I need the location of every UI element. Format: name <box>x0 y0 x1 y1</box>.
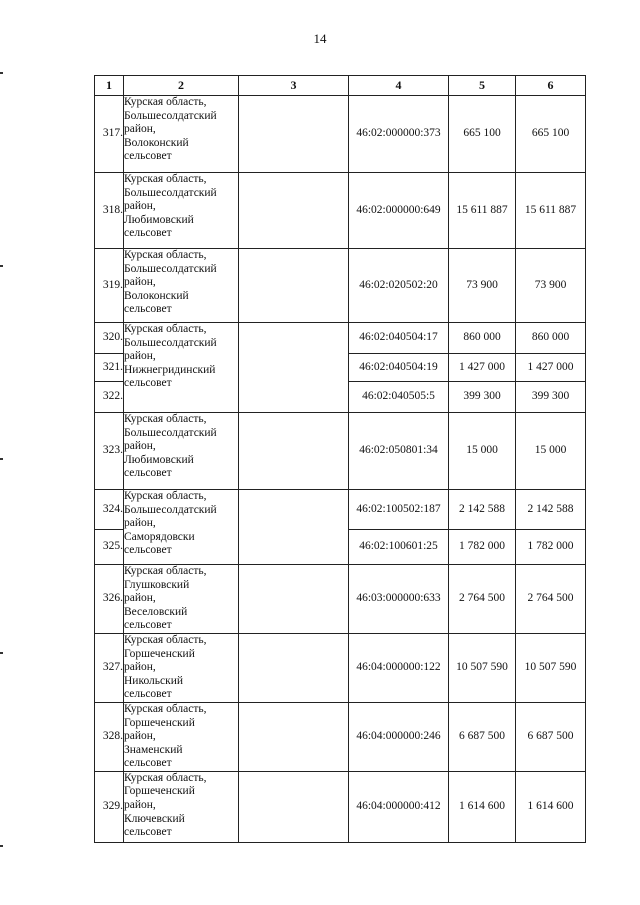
location-cell: Курская область, Горшеченский район, Ключевский сельсовет <box>124 771 239 842</box>
cadastral-number: 46:04:000000:246 <box>349 703 449 772</box>
header-row <box>95 76 586 96</box>
cadastral-number: 46:04:000000:412 <box>349 771 449 842</box>
cadastral-number: 46:02:040504:19 <box>349 354 449 382</box>
empty-cell <box>239 565 349 634</box>
cadastral-number: 46:02:100601:25 <box>349 530 449 565</box>
value-column-6: 6 687 500 <box>516 703 586 772</box>
empty-cell <box>239 249 349 323</box>
row-number: 324. <box>95 490 124 530</box>
value-column-5: 2 142 588 <box>449 490 516 530</box>
location-cell: Курская область, Большесолдатский район, Нижнегридинский сельсовет <box>124 323 239 413</box>
registry-table <box>94 75 586 843</box>
value-column-6: 10 507 590 <box>516 634 586 703</box>
scan-mark <box>0 845 3 847</box>
table-row <box>95 173 586 249</box>
row-number: 329. <box>95 771 124 842</box>
value-column-5: 6 687 500 <box>449 703 516 772</box>
value-column-6: 2 764 500 <box>516 565 586 634</box>
location-cell: Курская область, Глушковский район, Веселовский сельсовет <box>124 565 239 634</box>
row-number: 326. <box>95 565 124 634</box>
empty-cell <box>239 323 349 413</box>
page-number: 14 <box>313 31 327 46</box>
cadastral-number: 46:02:000000:649 <box>349 173 449 249</box>
table-row <box>95 771 586 842</box>
empty-cell <box>239 96 349 173</box>
table-row <box>95 490 586 530</box>
empty-cell <box>239 634 349 703</box>
value-column-6: 15 611 887 <box>516 173 586 249</box>
cadastral-number: 46:02:040505:5 <box>349 382 449 413</box>
value-column-6: 1 427 000 <box>516 354 586 382</box>
row-number: 327. <box>95 634 124 703</box>
location-cell: Курская область, Большесолдатский район, Волоконский сельсовет <box>124 249 239 323</box>
location-cell: Курская область, Большесолдатский район, Саморядовски сельсовет <box>124 490 239 565</box>
row-number: 319. <box>95 249 124 323</box>
value-column-6: 1 782 000 <box>516 530 586 565</box>
value-column-6: 665 100 <box>516 96 586 173</box>
scan-mark <box>0 458 3 460</box>
location-cell: Курская область, Большесолдатский район, Волоконский сельсовет <box>124 96 239 173</box>
row-number: 323. <box>95 413 124 490</box>
table-row <box>95 634 586 703</box>
value-column-6: 1 614 600 <box>516 771 586 842</box>
value-column-6: 860 000 <box>516 323 586 354</box>
table-row <box>95 249 586 323</box>
scan-mark <box>0 265 3 267</box>
row-number: 328. <box>95 703 124 772</box>
cadastral-number: 46:04:000000:122 <box>349 634 449 703</box>
cadastral-number: 46:02:000000:373 <box>349 96 449 173</box>
cadastral-number: 46:02:050801:34 <box>349 413 449 490</box>
value-column-5: 665 100 <box>449 96 516 173</box>
scan-mark <box>0 652 3 654</box>
column-header: 4 <box>349 76 449 96</box>
row-number: 321. <box>95 354 124 382</box>
column-header: 6 <box>516 76 586 96</box>
row-number: 322. <box>95 382 124 413</box>
value-column-5: 73 900 <box>449 249 516 323</box>
value-column-5: 1 614 600 <box>449 771 516 842</box>
value-column-5: 860 000 <box>449 323 516 354</box>
table-row <box>95 413 586 490</box>
column-header: 5 <box>449 76 516 96</box>
empty-cell <box>239 771 349 842</box>
location-cell: Курская область, Горшеченский район, Знаменский сельсовет <box>124 703 239 772</box>
column-header: 2 <box>124 76 239 96</box>
row-number: 320. <box>95 323 124 354</box>
value-column-6: 399 300 <box>516 382 586 413</box>
location-cell: Курская область, Горшеченский район, Никольский сельсовет <box>124 634 239 703</box>
value-column-6: 2 142 588 <box>516 490 586 530</box>
value-column-5: 2 764 500 <box>449 565 516 634</box>
value-column-5: 399 300 <box>449 382 516 413</box>
table-row <box>95 323 586 354</box>
table-row <box>95 703 586 772</box>
cadastral-number: 46:03:000000:633 <box>349 565 449 634</box>
row-number: 317. <box>95 96 124 173</box>
value-column-5: 1 782 000 <box>449 530 516 565</box>
row-number: 325. <box>95 530 124 565</box>
cadastral-number: 46:02:040504:17 <box>349 323 449 354</box>
value-column-6: 73 900 <box>516 249 586 323</box>
value-column-5: 1 427 000 <box>449 354 516 382</box>
value-column-5: 10 507 590 <box>449 634 516 703</box>
location-cell: Курская область, Большесолдатский район, Любимовский сельсовет <box>124 173 239 249</box>
empty-cell <box>239 413 349 490</box>
column-header: 3 <box>239 76 349 96</box>
cadastral-number: 46:02:020502:20 <box>349 249 449 323</box>
table-row <box>95 96 586 173</box>
empty-cell <box>239 703 349 772</box>
empty-cell <box>239 490 349 565</box>
value-column-5: 15 611 887 <box>449 173 516 249</box>
cadastral-number: 46:02:100502:187 <box>349 490 449 530</box>
value-column-6: 15 000 <box>516 413 586 490</box>
row-number: 318. <box>95 173 124 249</box>
location-cell: Курская область, Большесолдатский район, Любимовский сельсовет <box>124 413 239 490</box>
value-column-5: 15 000 <box>449 413 516 490</box>
table-row <box>95 565 586 634</box>
empty-cell <box>239 173 349 249</box>
scan-mark <box>0 72 3 74</box>
column-header: 1 <box>95 76 124 96</box>
